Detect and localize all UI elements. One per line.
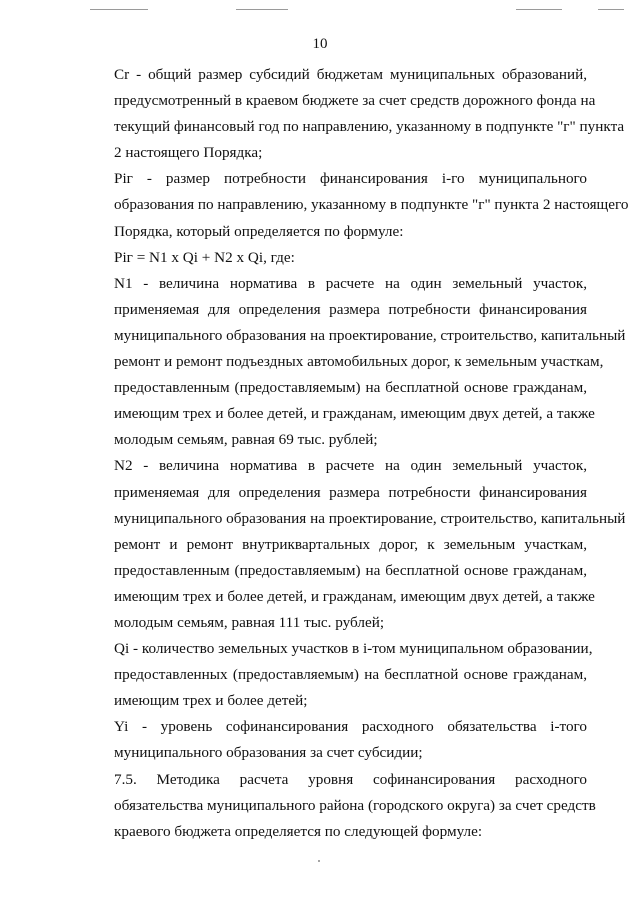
scan-edge-center (236, 9, 288, 10)
text-line: 7.5. Методика расчета уровня софинансирования расходного (114, 770, 587, 788)
text-line: краевого бюджета определяется по следующей формуле: (114, 822, 483, 840)
text-line: ремонт и ремонт подъездных автомобильных дорог, к земельным участкам, (114, 353, 604, 371)
scan-edge-left (90, 9, 148, 10)
scan-edge-right (516, 9, 562, 10)
text-line: N2 - величина норматива в расчете на один земельный участок, (114, 457, 587, 475)
text-line: предусмотренный в краевом бюджете за счет средств дорожного фонда на (114, 92, 596, 110)
paragraph-ct-definition (76, 62, 625, 166)
document-body (76, 62, 629, 845)
text-line: муниципального образования на проектирование, строительство, капитальный (114, 509, 626, 527)
text-line: муниципального образования за счет субсидии; (114, 744, 423, 762)
text-line: имеющим трех и более детей; (114, 692, 308, 710)
text-line: предоставленных (предоставляемым) на бесплатной основе гражданам, (114, 666, 587, 684)
text-line: молодым семьям, равная 69 тыс. рублей; (114, 431, 378, 449)
text-line: предоставленным (предоставляемым) на бесплатной основе гражданам, (114, 561, 587, 579)
scan-edge-corner (598, 9, 624, 10)
text-line: обязательства муниципального района (городского округа) за счет средств (114, 796, 596, 814)
scan-speck (318, 860, 320, 862)
text-line: применяемая для определения размера потребности финансирования (114, 300, 587, 318)
text-line: молодым семьям, равная 111 тыс. рублей; (114, 613, 385, 631)
text-line: муниципального образования на проектирование, строительство, капитальный (114, 326, 626, 344)
text-line: применяемая для определения размера потребности финансирования (114, 483, 587, 501)
paragraph-n2-definition (76, 453, 626, 636)
text-line: N1 - величина норматива в расчете на один земельный участок, (114, 274, 587, 292)
text-line: образования по направлению, указанному в подпункте "г" пункта 2 настоящего (114, 196, 629, 214)
paragraph-n1-definition (76, 271, 626, 454)
text-line: имеющим трех и более детей, и гражданам, имеющим двух детей, а также (114, 405, 595, 423)
formula-line: Piг = N1 x Qi + N2 x Qi, где: (114, 248, 295, 266)
text-line: Qi - количество земельных участков в i-том муниципальном образовании, (114, 640, 593, 658)
text-line: 2 настоящего Порядка; (114, 144, 263, 162)
text-line: Yi - уровень софинансирования расходного обязательства i-того (114, 718, 587, 736)
paragraph-pi-definition (76, 166, 629, 244)
paragraph-7-5-methodology (76, 767, 596, 845)
text-line: текущий финансовый год по направлению, указанному в подпункте "г" пункта (114, 118, 625, 136)
paragraph-yi-definition (76, 714, 587, 766)
text-line: Порядка, который определяется по формуле: (114, 222, 404, 240)
paragraph-qi-definition (76, 636, 593, 714)
text-line: предоставленным (предоставляемым) на бесплатной основе гражданам, (114, 379, 587, 397)
text-line: имеющим трех и более детей, и гражданам, имеющим двух детей, а также (114, 587, 595, 605)
page-number: 10 (312, 36, 328, 52)
paragraph-formula (76, 245, 587, 271)
text-line: Cr - общий размер субсидий бюджетам муниципальных образований, (114, 66, 587, 83)
text-line: Piг - размер потребности финансирования i-го муниципального (114, 170, 587, 188)
text-line: ремонт и ремонт внутриквартальных дорог, к земельным участкам, (114, 535, 587, 553)
